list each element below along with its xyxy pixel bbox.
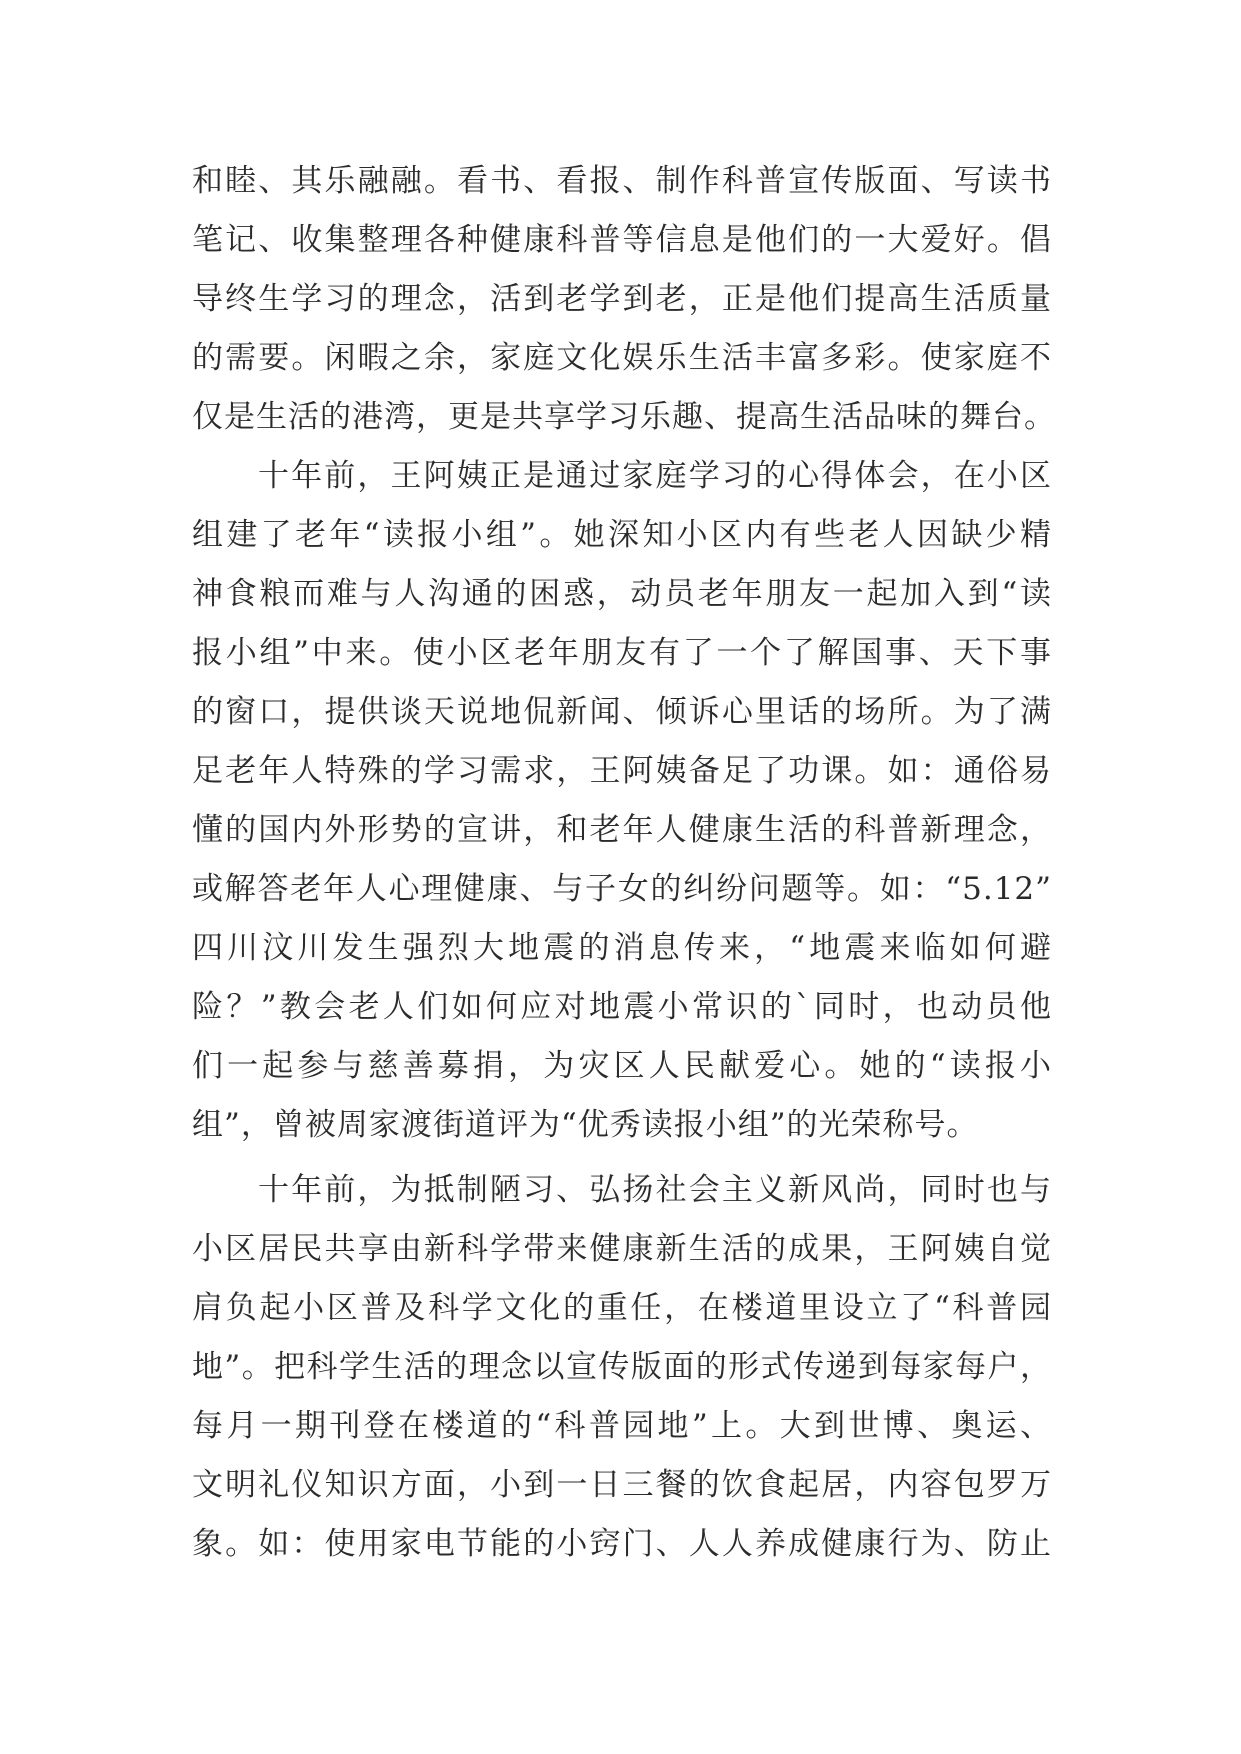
paragraph-1 (192, 152, 1056, 447)
text-line: 组建了老年“读报小组”。她深知小区内有些老人因缺少精 (192, 517, 1052, 553)
text-line: 文明礼仪知识方面，小到一日三餐的饮食起居，内容包罗万 (192, 1467, 1052, 1503)
text-line: 们一起参与慈善募捐，为灾区人民献爱心。她的“读报小 (192, 1048, 1052, 1084)
document-page (192, 152, 1056, 1574)
text-line: 四川汶川发生强烈大地震的消息传来，“地震来临如何避 (192, 930, 1052, 966)
text-line: 或解答老年人心理健康、与子女的纠纷问题等。如：“5.12” (192, 871, 1052, 907)
text-line: 报小组”中来。使小区老年朋友有了一个了解国事、天下事 (192, 635, 1052, 671)
text-line: 神食粮而难与人沟通的困惑，动员老年朋友一起加入到“读 (192, 576, 1052, 612)
text-line: 的窗口，提供谈天说地侃新闻、倾诉心里话的场所。为了满 (192, 694, 1052, 730)
text-line: 组”，曾被周家渡街道评为“优秀读报小组”的光荣称号。 (192, 1107, 979, 1143)
text-line: 肩负起小区普及科学文化的重任，在楼道里设立了“科普园 (192, 1290, 1052, 1326)
text-line: 足老年人特殊的学习需求，王阿姨备足了功课。如：通俗易 (192, 753, 1052, 789)
text-line: 小区居民共享由新科学带来健康新生活的成果，王阿姨自觉 (192, 1231, 1052, 1267)
text-line: 十年前，王阿姨正是通过家庭学习的心得体会，在小区 (258, 458, 1052, 494)
text-line: 和睦、其乐融融。看书、看报、制作科普宣传版面、写读书 (192, 163, 1052, 199)
text-line: 险？”教会老人们如何应对地震小常识的`同时，也动员他 (192, 989, 1052, 1025)
text-line: 笔记、收集整理各种健康科普等信息是他们的一大爱好。倡 (192, 222, 1052, 258)
paragraph-3 (192, 1161, 1052, 1574)
text-line: 象。如：使用家电节能的小窍门、人人养成健康行为、防止 (192, 1526, 1052, 1562)
paragraph-2 (192, 447, 1052, 1155)
text-line: 十年前，为抵制陋习、弘扬社会主义新风尚，同时也与 (258, 1172, 1052, 1208)
text-line: 导终生学习的理念，活到老学到老，正是他们提高生活质量 (192, 281, 1052, 317)
text-line: 懂的国内外形势的宣讲，和老年人健康生活的科普新理念， (192, 812, 1052, 848)
text-line: 的需要。闲暇之余，家庭文化娱乐生活丰富多彩。使家庭不 (192, 340, 1052, 376)
text-line: 地”。把科学生活的理念以宣传版面的形式传递到每家每户， (192, 1349, 1052, 1385)
text-line: 每月一期刊登在楼道的“科普园地”上。大到世博、奥运、 (192, 1408, 1052, 1444)
text-line: 仅是生活的港湾，更是共享学习乐趣、提高生活品味的舞台。 (192, 399, 1056, 435)
